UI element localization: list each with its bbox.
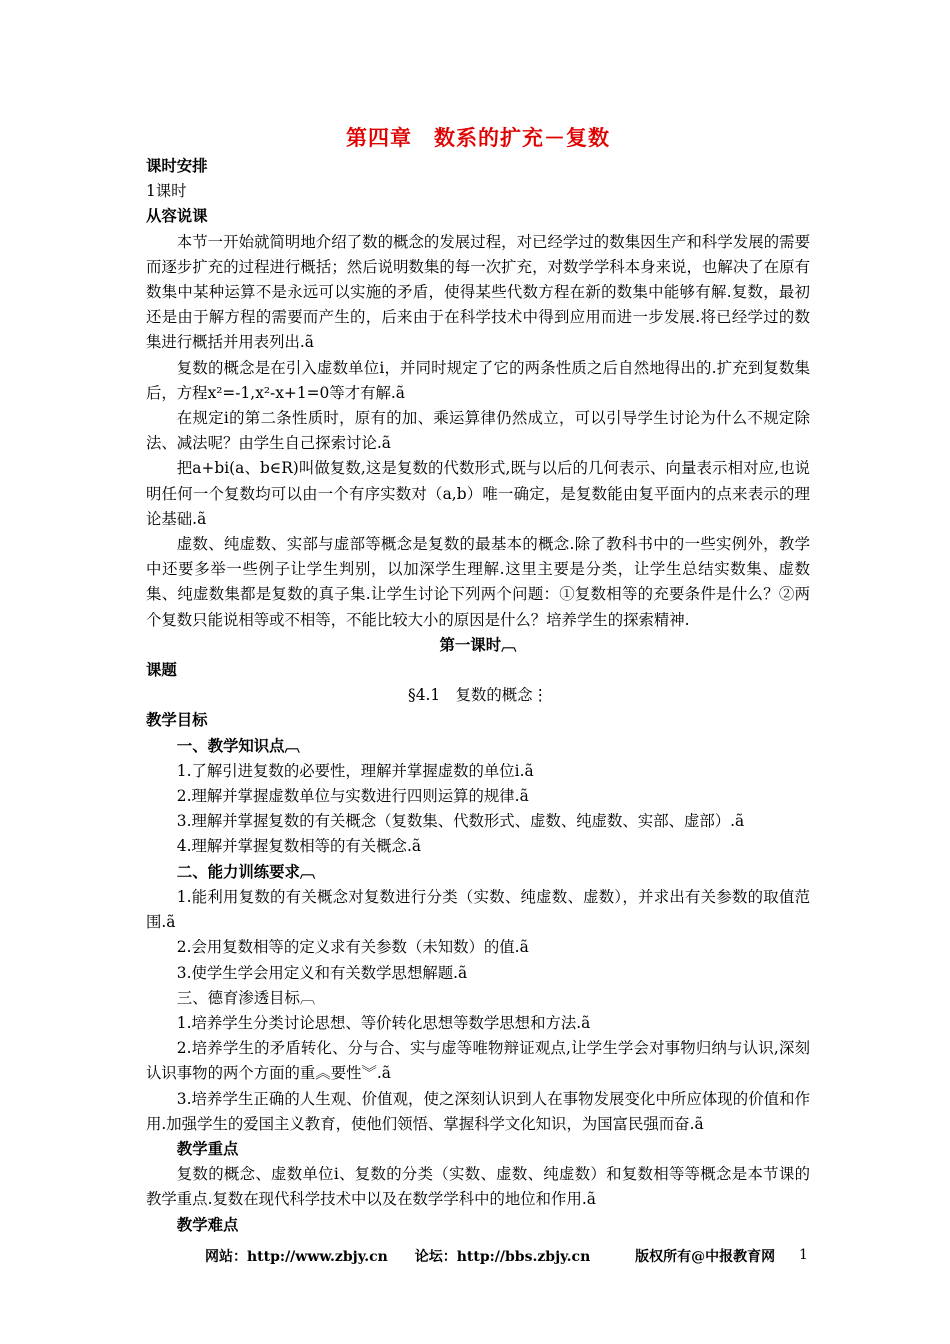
intro-paragraph: 复数的概念是在引入虚数单位i，并同时规定了它的两条性质之后自然地得出的.扩充到复数集后，方程x²=-1,x²-x+1=0等才有解.ã bbox=[146, 358, 810, 402]
intro-paragraph: 把a+bi(a、b∈R)叫做复数,这是复数的代数形式,既与以后的几何表示、向量表示相对应,也说明任何一个复数均可以由一个有序实数对（a,b）唯一确定，是复数能由复平面内的点来表示的理论基础.ã bbox=[146, 459, 810, 528]
knowledge-item: 3.理解并掌握复数的有关概念（复数集、代数形式、虚数、纯虚数、实部、虚部）.ã bbox=[176, 812, 745, 831]
ability-item: 1.能利用复数的有关概念对复数进行分类（实数、纯虚数、虚数），并求出有关参数的取值范围.ã bbox=[146, 887, 810, 932]
ability-item: 3.使学生学会用定义和有关数学思想解题.ã bbox=[176, 963, 468, 982]
schedule-heading: 课时安排 bbox=[146, 157, 208, 175]
intro-heading: 从容说课 bbox=[146, 207, 208, 226]
moral-item: 3.培养学生正确的人生观、价值观，使之深刻认识到人在事物发展变化中所应体现的价值和作用.加强学生的爱国主义教育，使他们领悟、掌握科学文化知识，为国富民强而奋.ã bbox=[146, 1089, 810, 1133]
page-footer bbox=[205, 1246, 805, 1266]
topic-heading: 课题 bbox=[146, 661, 177, 680]
footer-forum-link[interactable]: 论坛：http://bbs.zbjy.cn bbox=[414, 1249, 591, 1265]
lesson-heading: 第一课时︹ bbox=[439, 635, 517, 654]
knowledge-item: 2.理解并掌握虚数单位与实数进行四则运算的规律.ã bbox=[176, 787, 529, 806]
footer-copyright: 版权所有@中报教育网 bbox=[635, 1249, 776, 1265]
intro-paragraph: 虚数、纯虚数、实部与虚部等概念是复数的最基本的概念.除了教科书中的一些实例外，教学中还要多举一些例子让学生判别，以加深学生理解.这里主要是分类，让学生总结实数集、虚数集、纯虚数集都是复数的真子集.让学生讨论下列两个问题：①复数相等的充要条件是什么？②两个复数只能说相等或不相等，不能比较大小的原因是什么？培养学生的探索精神. bbox=[146, 535, 810, 629]
knowledge-heading: 一、教学知识点︹ bbox=[176, 736, 300, 755]
ability-item: 2.会用复数相等的定义求有关参数（未知数）的值.ã bbox=[176, 938, 529, 957]
page-number: 1 bbox=[799, 1247, 808, 1263]
moral-item: 2.培养学生的矛盾转化、分与合、实与虚等唯物辩证观点,让学生学会对事物归纳与认识,深刻认识事物的两个方面的重︽要性︾.ã bbox=[146, 1039, 810, 1083]
intro-paragraph: 在规定i的第二条性质时，原有的加、乘运算律仍然成立，可以引导学生讨论为什么不规定除法、减法呢？由学生自己探索讨论.ã bbox=[146, 409, 810, 453]
difficulty-heading: 教学难点 bbox=[176, 1215, 239, 1234]
ability-heading: 二、能力训练要求︹ bbox=[176, 862, 316, 881]
topic-value: §4.1 复数的概念⋮ bbox=[408, 686, 548, 705]
footer-site-link[interactable]: 网站：http://www.zbjy.cn bbox=[205, 1249, 388, 1265]
moral-heading: 三、德育渗透目标︹ bbox=[176, 988, 316, 1007]
knowledge-item: 4.理解并掌握复数相等的有关概念.ã bbox=[176, 837, 422, 856]
key-text: 复数的概念、虚数单位i、复数的分类（实数、虚数、纯虚数）和复数相等等概念是本节课的教学重点.复数在现代科学技术中以及在数学学科中的地位和作用.ã bbox=[146, 1165, 810, 1209]
intro-paragraph: 本节一开始就简明地介绍了数的概念的发展过程，对已经学过的数集因生产和科学发展的需要而逐步扩充的过程进行概括；然后说明数集的每一次扩充，对数学学科本身来说，也解决了在原有数集中某种运算不是永远可以实施的矛盾，使得某些代数方程在新的数集中能够有解.复数，最初还是由于解方程的需要而产生的，后来由于在科学技术中得到应用而进一步发展.将已经学过的数集进行概括并用表列出.ã bbox=[146, 232, 810, 352]
schedule-value: 1课时 bbox=[146, 182, 187, 201]
knowledge-item: 1.了解引进复数的必要性，理解并掌握虚数的单位i.ã bbox=[176, 761, 534, 780]
chapter-title: 第四章 数系的扩充－复数 bbox=[346, 126, 610, 150]
document-body bbox=[146, 124, 810, 1238]
goals-heading: 教学目标 bbox=[146, 711, 208, 730]
moral-item: 1.培养学生分类讨论思想、等价转化思想等数学思想和方法.ã bbox=[176, 1013, 591, 1032]
key-heading: 教学重点 bbox=[176, 1139, 239, 1158]
